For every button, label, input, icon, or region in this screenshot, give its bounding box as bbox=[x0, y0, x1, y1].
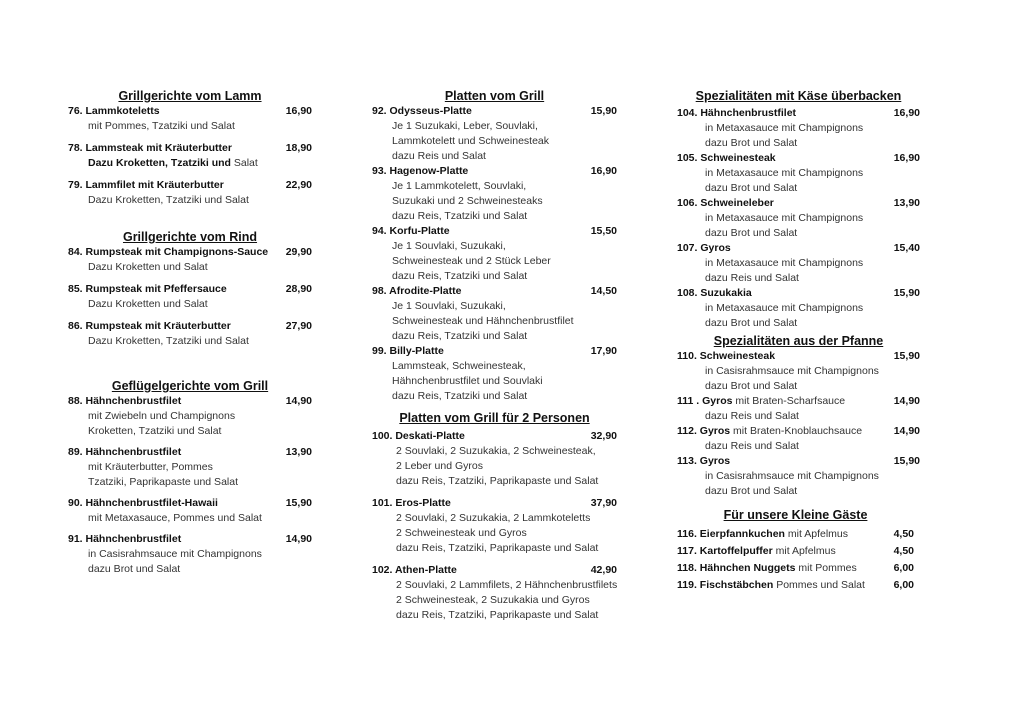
item-description: Dazu Kroketten, Tzatziki und Salat bbox=[88, 194, 249, 206]
menu-item bbox=[372, 563, 617, 623]
item-title-line bbox=[68, 245, 312, 260]
item-description: Suzukaki und 2 Schweinesteaks bbox=[392, 195, 543, 207]
item-description: dazu Reis, Tzatziki, Paprikapaste und Salat bbox=[396, 542, 599, 554]
item-name: 86. Rumpsteak mit Kräuterbutter bbox=[68, 320, 231, 332]
item-name: 84. Rumpsteak mit Champignons-Sauce bbox=[68, 246, 269, 258]
item-price: 27,90 bbox=[285, 320, 312, 332]
item-name: 107. Gyros bbox=[677, 242, 731, 254]
menu-item bbox=[677, 241, 920, 286]
item-name: 116. Eierpfannkuchen bbox=[677, 528, 785, 540]
item-description: Schweinesteak und Hähnchenbrustfilet bbox=[392, 315, 574, 327]
item-name: 85. Rumpsteak mit Pfeffersauce bbox=[68, 283, 227, 295]
item-price: 13,90 bbox=[893, 197, 920, 209]
item-description: in Casisrahmsauce mit Champignons bbox=[88, 548, 262, 560]
item-description: Je 1 Suzukaki, Leber, Souvlaki, bbox=[392, 120, 538, 132]
item-title-line bbox=[677, 286, 920, 301]
item-description: dazu Reis und Salat bbox=[392, 150, 486, 162]
item-title-line bbox=[68, 141, 312, 156]
item-description: 2 Souvlaki, 2 Lammfilets, 2 Hähnchenbrustfilets bbox=[396, 579, 618, 591]
item-price: 15,90 bbox=[893, 455, 920, 467]
item-title-line bbox=[372, 563, 617, 578]
item-description: 2 Schweinesteak, 2 Suzukakia und Gyros bbox=[396, 594, 590, 606]
item-suffix: mit Braten-Scharfsauce bbox=[732, 395, 846, 407]
item-description: dazu Brot und Salat bbox=[705, 137, 798, 149]
item-description: Tzatziki, Paprikapaste und Salat bbox=[88, 476, 238, 488]
item-name: 106. Schweineleber bbox=[677, 197, 774, 209]
item-name: 102. Athen-Platte bbox=[372, 564, 457, 576]
item-title-line bbox=[372, 164, 617, 179]
section-title: Grillgerichte vom Rind bbox=[122, 230, 258, 244]
item-suffix: Pommes und Salat bbox=[773, 579, 865, 591]
menu-item bbox=[68, 178, 312, 208]
item-title-line bbox=[677, 106, 920, 121]
menu-item bbox=[372, 284, 617, 344]
menu-item bbox=[68, 141, 312, 171]
item-price: 14,50 bbox=[590, 285, 617, 297]
item-price: 4,50 bbox=[893, 545, 914, 557]
item-description: dazu Reis, Tzatziki und Salat bbox=[392, 210, 528, 222]
menu-item bbox=[372, 224, 617, 284]
menu-item bbox=[68, 532, 312, 577]
item-name: 101. Eros-Platte bbox=[372, 497, 451, 509]
item-title-line bbox=[68, 394, 312, 409]
item-description: 2 Souvlaki, 2 Suzukakia, 2 Schweinesteak, bbox=[396, 445, 596, 457]
item-price: 14,90 bbox=[285, 533, 312, 545]
item-name: 76. Lammkoteletts bbox=[68, 105, 160, 117]
section-gefluegel bbox=[68, 378, 312, 577]
menu-item bbox=[677, 526, 914, 543]
section-title: Geflügelgerichte vom Grill bbox=[111, 379, 269, 393]
item-title-line bbox=[677, 560, 914, 577]
item-description: dazu Reis, Tzatziki, Paprikapaste und Salat bbox=[396, 609, 599, 621]
menu-item bbox=[677, 543, 914, 560]
item-name: 89. Hähnchenbrustfilet bbox=[68, 446, 182, 458]
item-description: mit Kräuterbutter, Pommes bbox=[88, 461, 213, 473]
item-description: dazu Brot und Salat bbox=[88, 563, 181, 575]
item-description: dazu Reis, Tzatziki und Salat bbox=[392, 270, 528, 282]
item-description: Je 1 Lammkotelett, Souvlaki, bbox=[392, 180, 527, 192]
item-title-line bbox=[677, 241, 920, 256]
item-description: in Metaxasauce mit Champignons bbox=[705, 212, 864, 224]
item-description: dazu Reis, Tzatziki und Salat bbox=[392, 330, 528, 342]
item-title-line bbox=[372, 429, 617, 444]
item-title-line bbox=[372, 104, 617, 119]
item-description: 2 Schweinesteak und Gyros bbox=[396, 527, 527, 539]
item-title-line bbox=[68, 532, 312, 547]
item-title-line bbox=[372, 344, 617, 359]
item-title-line bbox=[677, 454, 920, 469]
menu-item bbox=[677, 349, 920, 394]
item-price: 14,90 bbox=[285, 395, 312, 407]
item-title-line bbox=[677, 349, 920, 364]
item-description: Schweinesteak und 2 Stück Leber bbox=[392, 255, 551, 267]
item-description: mit Metaxasauce, Pommes und Salat bbox=[88, 512, 262, 524]
item-title-line bbox=[677, 424, 920, 439]
description-regular: Salat bbox=[233, 157, 258, 169]
item-name: 90. Hähnchenbrustfilet-Hawaii bbox=[68, 497, 218, 509]
item-description: dazu Brot und Salat bbox=[705, 227, 798, 239]
item-title-line bbox=[372, 224, 617, 239]
menu-item bbox=[372, 104, 617, 164]
item-description: Je 1 Souvlaki, Suzukaki, bbox=[392, 240, 506, 252]
item-price: 15,40 bbox=[893, 242, 920, 254]
item-description: dazu Reis und Salat bbox=[705, 410, 799, 422]
menu-item bbox=[677, 424, 920, 454]
item-price: 17,90 bbox=[590, 345, 617, 357]
item-name: 79. Lammfilet mit Kräuterbutter bbox=[68, 179, 224, 191]
item-description: Dazu Kroketten, Tzatziki und Salat bbox=[88, 335, 249, 347]
item-title-line bbox=[677, 577, 914, 594]
item-price: 15,90 bbox=[285, 497, 312, 509]
item-description: dazu Brot und Salat bbox=[705, 485, 798, 497]
item-name: 93. Hagenow-Platte bbox=[372, 165, 469, 177]
item-price: 28,90 bbox=[285, 283, 312, 295]
item-description: in Casisrahmsauce mit Champignons bbox=[705, 365, 879, 377]
item-price: 16,90 bbox=[285, 105, 312, 117]
item-description: dazu Reis, Tzatziki, Paprikapaste und Salat bbox=[396, 475, 599, 487]
item-name: 111 . Gyros bbox=[677, 395, 733, 407]
menu-item bbox=[372, 164, 617, 224]
item-price: 14,90 bbox=[893, 395, 920, 407]
item-price: 16,90 bbox=[590, 165, 617, 177]
item-price: 4,50 bbox=[893, 528, 914, 540]
item-name: 112. Gyros bbox=[677, 425, 731, 437]
item-price: 18,90 bbox=[285, 142, 312, 154]
item-price: 16,90 bbox=[893, 152, 920, 164]
menu-item bbox=[372, 344, 617, 404]
item-description: dazu Brot und Salat bbox=[705, 317, 798, 329]
item-description: Kroketten, Tzatziki und Salat bbox=[88, 425, 222, 437]
item-title-line bbox=[68, 319, 312, 334]
item-price: 15,50 bbox=[590, 225, 617, 237]
item-name: 105. Schweinesteak bbox=[677, 152, 776, 164]
item-title-line bbox=[68, 445, 312, 460]
item-description: in Casisrahmsauce mit Champignons bbox=[705, 470, 879, 482]
item-price: 16,90 bbox=[893, 107, 920, 119]
menu-item bbox=[372, 496, 617, 556]
item-price: 14,90 bbox=[893, 425, 920, 437]
item-name: 119. Fischstäbchen bbox=[677, 579, 774, 591]
item-title-line bbox=[68, 282, 312, 297]
section-title: Spezialitäten aus der Pfanne bbox=[713, 334, 884, 348]
item-price: 37,90 bbox=[590, 497, 617, 509]
item-suffix: mit Braten-Knoblauchsauce bbox=[730, 425, 863, 437]
item-suffix: mit Apfelmus bbox=[784, 528, 848, 540]
menu-item bbox=[677, 106, 920, 151]
item-price: 6,00 bbox=[893, 579, 914, 591]
item-suffix: mit Pommes bbox=[795, 562, 857, 574]
item-title-line bbox=[677, 394, 920, 409]
description-bold: Dazu Kroketten, Tzatziki und bbox=[88, 157, 234, 169]
item-name: 110. Schweinesteak bbox=[677, 350, 776, 362]
item-description: Lammkotelett und Schweinesteak bbox=[392, 135, 550, 147]
item-price: 32,90 bbox=[590, 430, 617, 442]
item-title-line bbox=[677, 526, 914, 543]
menu-item bbox=[677, 454, 920, 499]
section-pfanne bbox=[677, 333, 920, 499]
section-kinder bbox=[677, 507, 914, 594]
item-title-line bbox=[68, 104, 312, 119]
item-price: 42,90 bbox=[590, 564, 617, 576]
item-description: in Metaxasauce mit Champignons bbox=[705, 302, 864, 314]
item-name: 118. Hähnchen Nuggets bbox=[677, 562, 796, 574]
item-description: in Metaxasauce mit Champignons bbox=[705, 257, 864, 269]
item-name: 113. Gyros bbox=[677, 455, 731, 467]
section-lamm bbox=[68, 88, 312, 208]
menu-item bbox=[677, 560, 914, 577]
item-description bbox=[68, 156, 312, 171]
item-description: in Metaxasauce mit Champignons bbox=[705, 167, 864, 179]
item-description: dazu Brot und Salat bbox=[705, 380, 798, 392]
item-description: Dazu Kroketten und Salat bbox=[88, 261, 208, 273]
item-name: 88. Hähnchenbrustfilet bbox=[68, 395, 182, 407]
item-name: 104. Hähnchenbrustfilet bbox=[677, 107, 797, 119]
item-name: 98. Afrodite-Platte bbox=[372, 285, 462, 297]
item-price: 29,90 bbox=[285, 246, 312, 258]
item-price: 15,90 bbox=[893, 287, 920, 299]
section-title: Für unsere Kleine Gäste bbox=[723, 508, 868, 522]
section-title: Platten vom Grill für 2 Personen bbox=[399, 411, 590, 425]
section-platten2 bbox=[372, 410, 617, 623]
item-description: Dazu Kroketten und Salat bbox=[88, 298, 208, 310]
section-title: Grillgerichte vom Lamm bbox=[118, 89, 262, 103]
menu-item bbox=[68, 104, 312, 134]
item-name: 108. Suzukakia bbox=[677, 287, 752, 299]
item-price: 6,00 bbox=[893, 562, 914, 574]
item-description: dazu Brot und Salat bbox=[705, 182, 798, 194]
menu-item bbox=[677, 196, 920, 241]
item-description: mit Pommes, Tzatziki und Salat bbox=[88, 120, 235, 132]
menu-item bbox=[677, 394, 920, 424]
item-price: 15,90 bbox=[893, 350, 920, 362]
item-title-line bbox=[677, 151, 920, 166]
item-name: 94. Korfu-Platte bbox=[372, 225, 450, 237]
item-description: in Metaxasauce mit Champignons bbox=[705, 122, 864, 134]
section-title: Spezialitäten mit Käse überbacken bbox=[695, 89, 902, 103]
section-platten bbox=[372, 88, 617, 404]
section-kaese bbox=[677, 88, 920, 331]
item-price: 13,90 bbox=[285, 446, 312, 458]
menu-item bbox=[372, 429, 617, 489]
menu-item bbox=[68, 319, 312, 349]
item-price: 22,90 bbox=[285, 179, 312, 191]
item-description: 2 Souvlaki, 2 Suzukakia, 2 Lammkoteletts bbox=[396, 512, 591, 524]
item-description: Hähnchenbrustfilet und Souvlaki bbox=[392, 375, 543, 387]
section-title: Platten vom Grill bbox=[444, 89, 545, 103]
item-title-line bbox=[68, 496, 312, 511]
item-description: Lammsteak, Schweinesteak, bbox=[392, 360, 526, 372]
menu-item bbox=[68, 282, 312, 312]
menu-item bbox=[68, 496, 312, 526]
menu-item bbox=[677, 577, 914, 594]
item-price: 15,90 bbox=[590, 105, 617, 117]
item-title-line bbox=[372, 284, 617, 299]
item-title-line bbox=[677, 196, 920, 211]
menu-item bbox=[68, 394, 312, 439]
item-title-line bbox=[372, 496, 617, 511]
item-name: 99. Billy-Platte bbox=[372, 345, 444, 357]
item-description: dazu Reis und Salat bbox=[705, 272, 799, 284]
item-suffix: mit Apfelmus bbox=[772, 545, 836, 557]
item-description: Je 1 Souvlaki, Suzukaki, bbox=[392, 300, 506, 312]
menu-item bbox=[677, 151, 920, 196]
item-name: 92. Odysseus-Platte bbox=[372, 105, 472, 117]
item-title-line bbox=[68, 178, 312, 193]
item-description: mit Zwiebeln und Champignons bbox=[88, 410, 236, 422]
menu-item bbox=[677, 286, 920, 331]
section-rind bbox=[68, 229, 312, 349]
item-description: dazu Reis, Tzatziki und Salat bbox=[392, 390, 528, 402]
menu-item bbox=[68, 445, 312, 490]
item-name: 117. Kartoffelpuffer bbox=[677, 545, 773, 557]
item-title-line bbox=[677, 543, 914, 560]
item-description: 2 Leber und Gyros bbox=[396, 460, 483, 472]
item-name: 91. Hähnchenbrustfilet bbox=[68, 533, 182, 545]
item-name: 100. Deskati-Platte bbox=[372, 430, 465, 442]
menu-item bbox=[68, 245, 312, 275]
item-description: dazu Reis und Salat bbox=[705, 440, 799, 452]
item-name: 78. Lammsteak mit Kräuterbutter bbox=[68, 142, 232, 154]
